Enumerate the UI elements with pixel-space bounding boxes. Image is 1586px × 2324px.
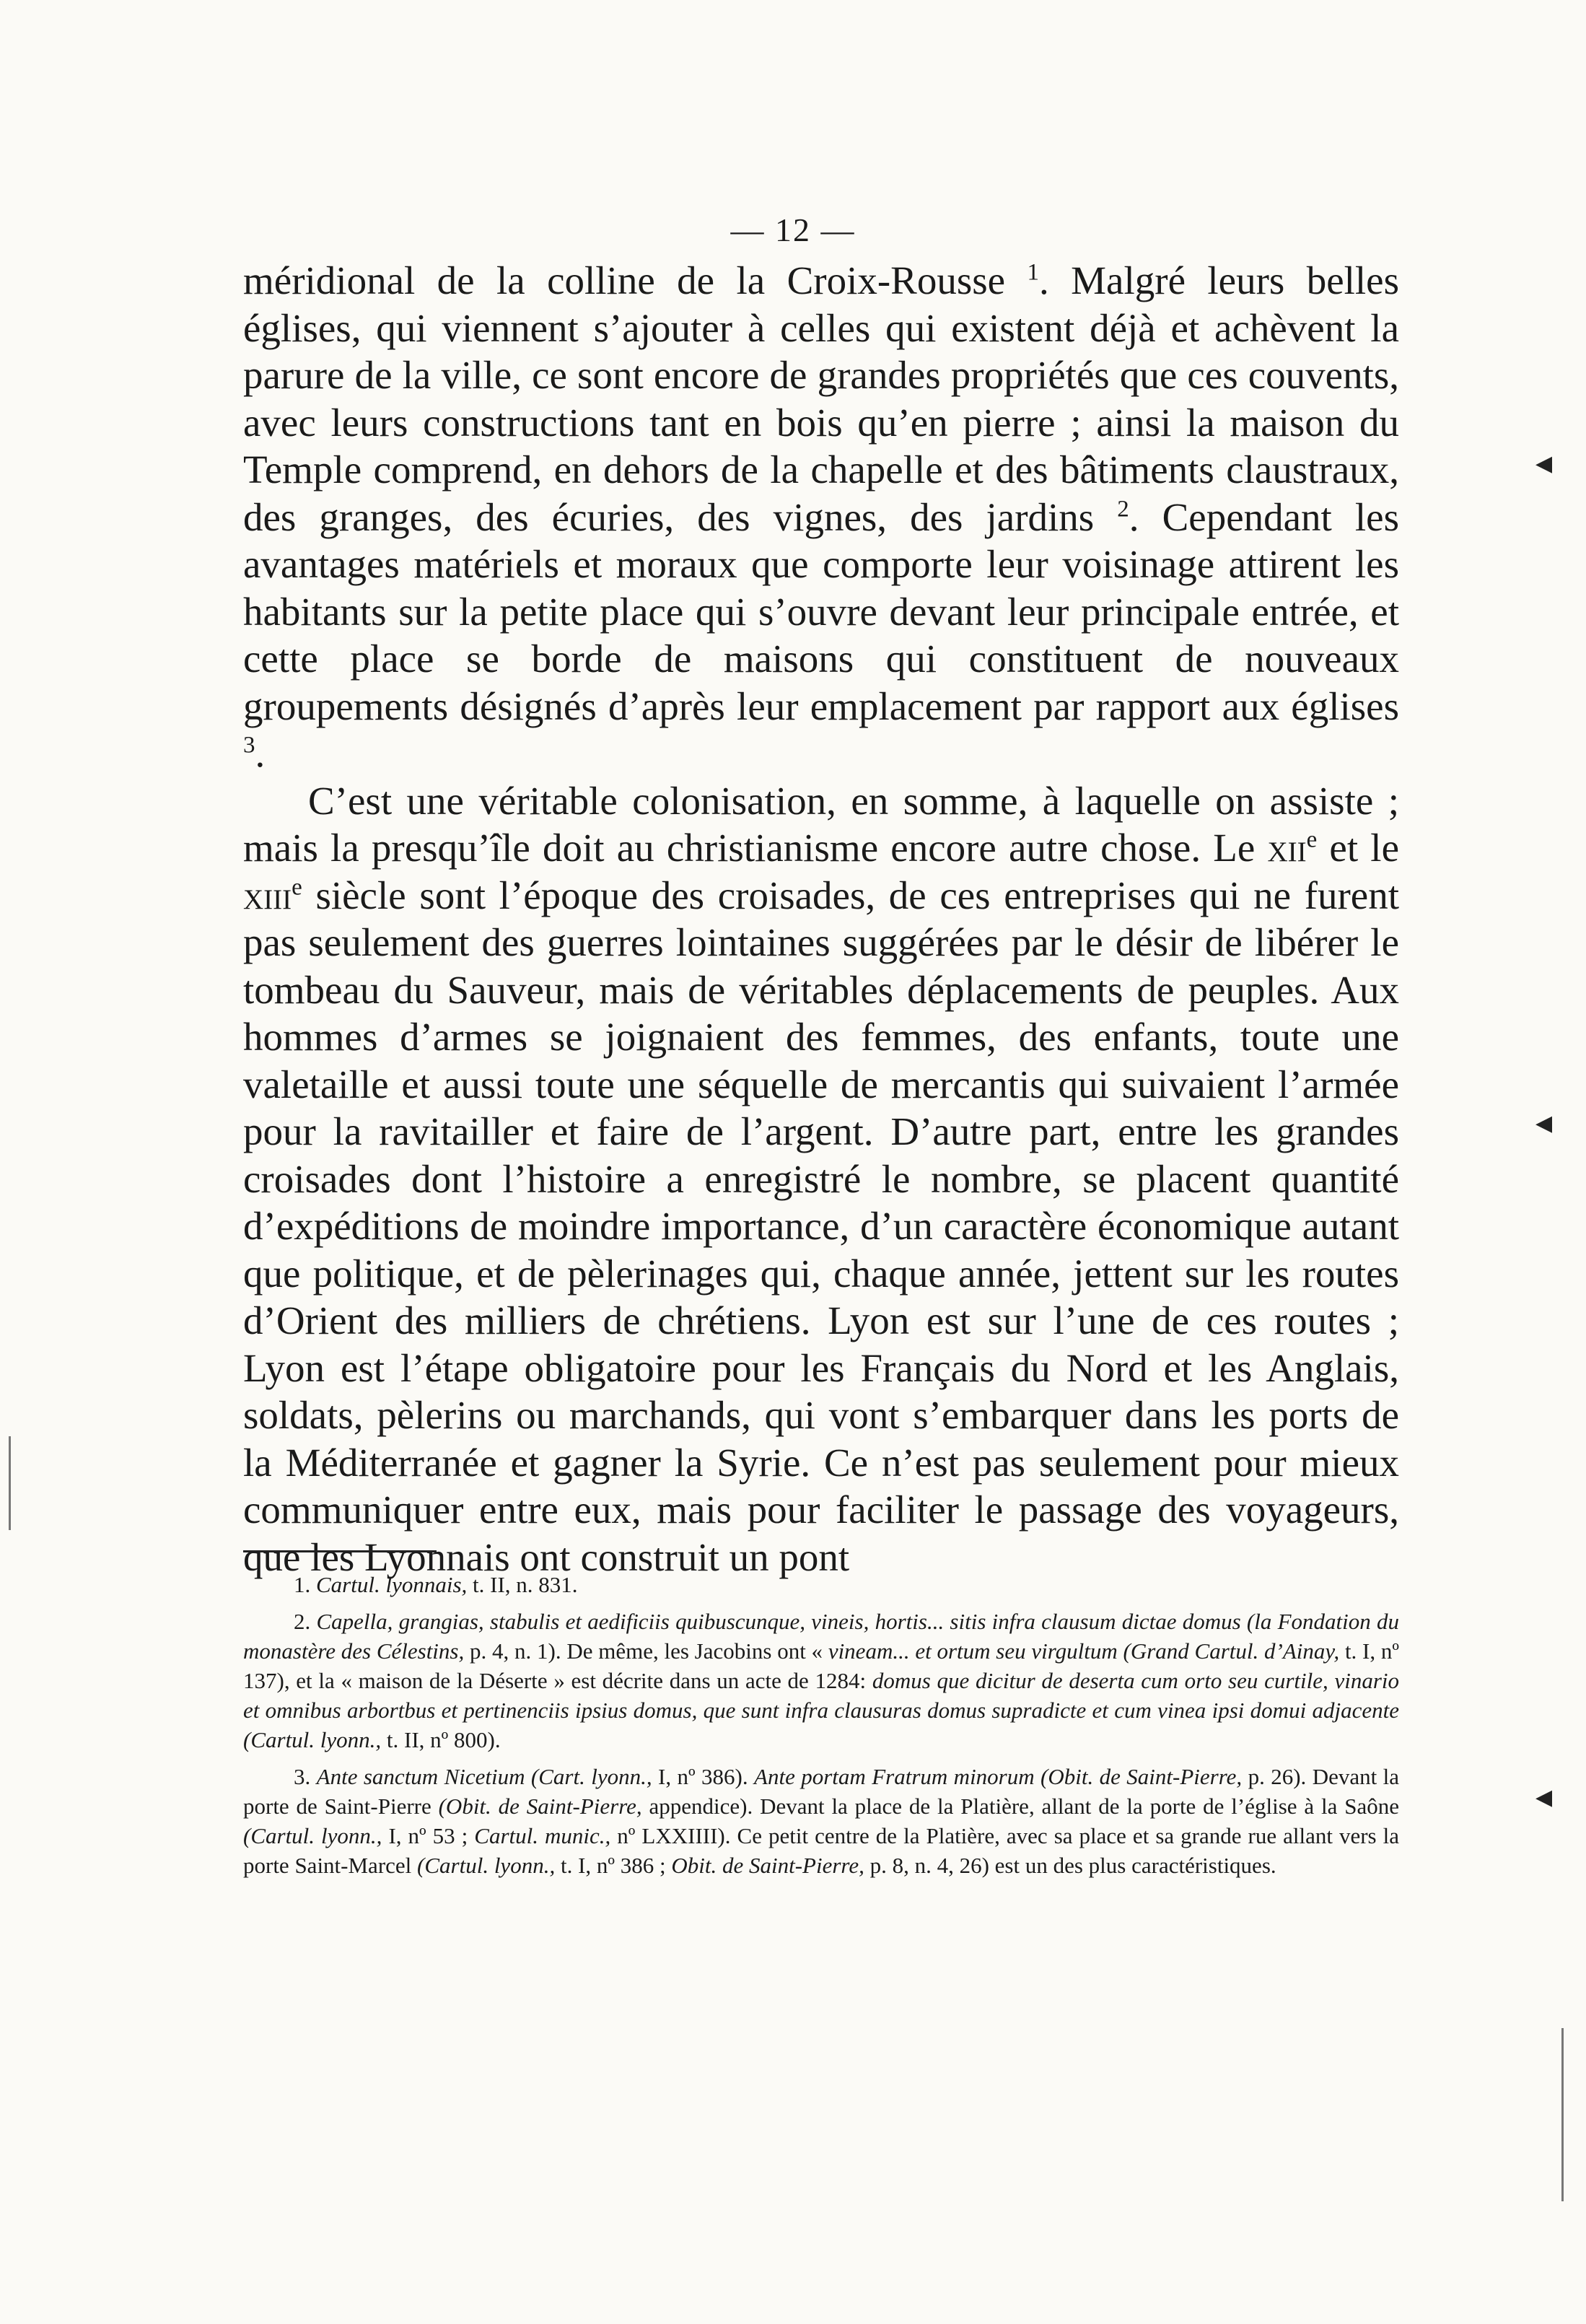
margin-arrow-icon: ◀ — [1535, 1111, 1553, 1135]
footnotes — [243, 1570, 1399, 1887]
text-span: t. II, nº 800). — [381, 1727, 501, 1752]
italic-span: Obit. de Saint-Pierre, — [671, 1853, 864, 1878]
text-span: . Malgré leurs belles églises, qui viennent s’ajouter à celles qui existent déjà et achèvent la parure de la ville, ce sont encore de grandes propriétés que ces couvents, avec leurs constructions tant en bois qu’en pierre ; ainsi la maison du Temple comprend, en dehors de la chapelle et des bâtiments claustraux, des granges, des écuries, des vignes, des jardins — [243, 258, 1399, 539]
footnote-number: 3. — [294, 1764, 317, 1789]
paragraph-1 — [243, 257, 1399, 777]
text-span: I, nº 386). — [652, 1764, 755, 1789]
text-span: nº LXXIIII). Ce petit centre de la Platière, avec sa place et sa grande rue allant vers la porte Saint-Marcel — [243, 1823, 1399, 1878]
footnote-ref-1: 1 — [1027, 259, 1039, 286]
scan-artifact-line — [9, 1436, 11, 1530]
text-span: appendice). Devant la place de la Platière, allant de la porte de l’église à la Saône — [641, 1794, 1399, 1819]
text-span: t. I, nº 137), et la « maison de la Déserte » est décrite dans un acte de 1284: — [243, 1638, 1399, 1693]
text-span: C’est une véritable colonisation, en somme, à laquelle on assiste ; mais la presqu’île doit au christianisme encore autre chose. Le — [243, 778, 1399, 870]
footnote-3 — [243, 1762, 1399, 1880]
text-span: méridional de la colline de la Croix-Rousse — [243, 258, 1028, 302]
text-span: . Cependant les avantages matériels et moraux que comporte leur voisinage attirent les habitants sur la petite place qui s’ouvre devant leur principale entrée, et cette place se borde de maisons qui constituent de nouveaux groupements désignés d’après leur emplacement par rapport aux églises — [243, 494, 1400, 728]
text-span: p. 26). Devant la porte de Saint-Pierre — [243, 1764, 1399, 1819]
italic-span: Ante portam Fratrum minorum (Obit. de Saint-Pierre, — [754, 1764, 1243, 1789]
text-span: p. 8, n. 4, 26) est un des plus caractéristiques. — [864, 1853, 1276, 1878]
text-span: t. I, nº 386 ; — [555, 1853, 672, 1878]
text-span: et le — [1317, 826, 1399, 870]
page-number: — 12 — — [730, 211, 856, 248]
century-numeral: xii — [1267, 826, 1307, 870]
margin-arrow-icon: ◀ — [1535, 1786, 1553, 1809]
text-span: I, nº 53 ; — [382, 1823, 475, 1848]
italic-span: Ante sanctum Nicetium (Cart. lyonn., — [316, 1764, 652, 1789]
footnote-divider — [243, 1550, 437, 1552]
ordinal-suffix: e — [292, 874, 302, 901]
scan-artifact-line — [1561, 2028, 1564, 2201]
paragraph-2 — [243, 777, 1399, 1581]
text-span: p. 4, n. 1). De même, les Jacobins ont « — [464, 1638, 828, 1664]
italic-span: Cartul. munic., — [474, 1823, 611, 1848]
footnote-number: 2. — [294, 1609, 317, 1634]
italic-span: vineam... et ortum seu virgultum (Grand Cartul. d’Ainay, — [828, 1638, 1340, 1664]
italic-span: Cartul. lyonnais, — [316, 1572, 468, 1597]
italic-span: (Cartul. lyonn., — [417, 1853, 556, 1878]
margin-arrow-icon: ◀ — [1535, 452, 1553, 476]
footnote-ref-3: 3 — [243, 732, 255, 759]
italic-span: (Cartul. lyonn., — [243, 1823, 382, 1848]
footnote-number: 1. — [294, 1572, 316, 1597]
italic-span: (Obit. de Saint-Pierre, — [438, 1794, 642, 1819]
footnote-2 — [243, 1607, 1399, 1755]
italic-span: domus que dicitur de deserta cum orto seu curtile, vinario et omnibus arbortbus et pertinenciis ipsius domus, que sunt infra clausuras domus supradicte et cum vinea ipsi domui adjacente (Cartul. lyonn., — [243, 1668, 1399, 1752]
text-span: t. II, n. 831. — [467, 1572, 578, 1597]
main-text — [243, 257, 1399, 1581]
footnote-1 — [243, 1570, 1399, 1599]
text-span: . — [255, 731, 266, 775]
ordinal-suffix: e — [1306, 826, 1318, 853]
century-numeral: xiii — [243, 873, 292, 917]
italic-span: Capella, grangias, stabulis et aedificiis quibuscunque, vineis, hortis... sitis infra clausum dictae domus (la Fondation du monastère des Célestins, — [243, 1609, 1399, 1664]
text-span: siècle sont l’époque des croisades, de ces entreprises qui ne furent pas seulement des guerres lointaines suggérées par le désir de libérer le tombeau du Sauveur, mais de véritables déplacements de peuples. Aux hommes d’armes se joignaient des femmes, des enfants, toute une valetaille et aussi toute une séquelle de mercantis qui suivaient l’armée pour la ravitailler et faire de l’argent. D’autre part, entre les grandes croisades dont l’histoire a enregistré le nombre, se placent quantité d’expéditions de moindre importance, d’un caractère économique autant que politique, et de pèlerinages qui, chaque année, jettent sur les routes d’Orient des milliers de chrétiens. Lyon est sur l’une de ces routes ; Lyon est l’étape obligatoire pour les Français du Nord et les Anglais, soldats, pèlerins ou marchands, qui vont s’embarquer dans les ports de la Méditerranée et gagner la Syrie. Ce n’est pas seulement pour mieux communiquer entre eux, mais pour faciliter le passage des voyageurs, que les Lyonnais ont construit un pont — [243, 873, 1399, 1579]
footnote-ref-2: 2 — [1117, 496, 1129, 523]
